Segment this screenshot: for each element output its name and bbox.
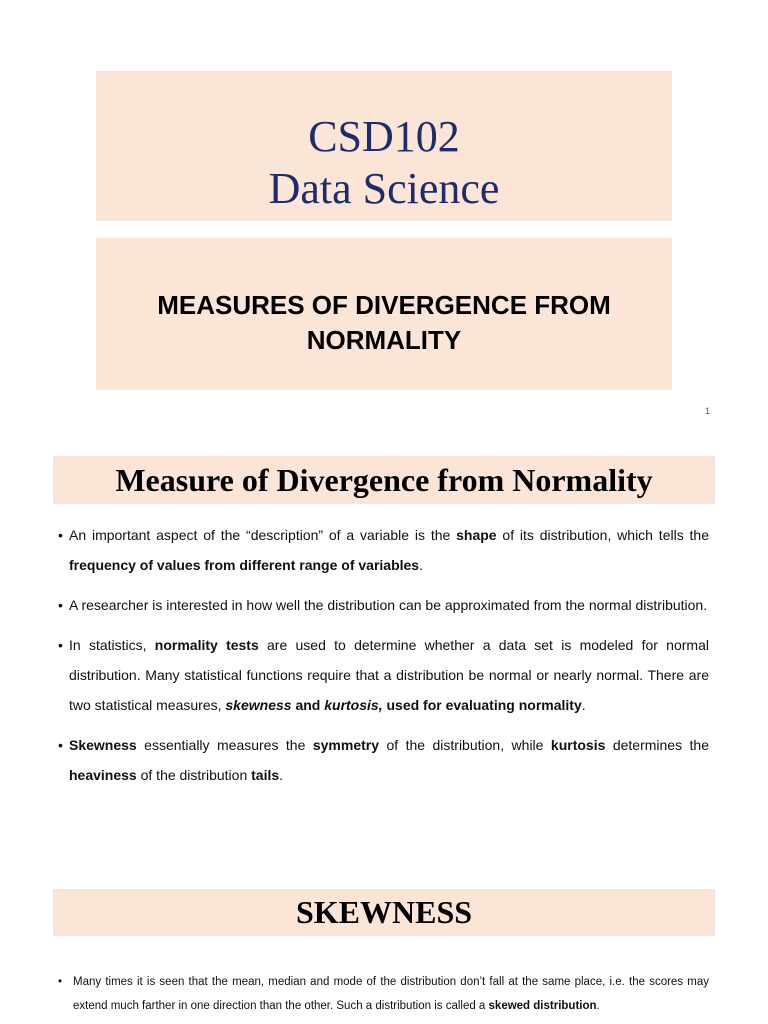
topic-title-line-2: NORMALITY [306,325,462,355]
bullet-list [58,520,709,800]
page-number: 1 [704,406,710,416]
course-code: CSD102 [308,112,460,161]
topic-title-box [96,238,672,390]
topic-title-line-1: MEASURES OF DIVERGENCE FROM [157,290,611,320]
slide-heading: Measure of Divergence from Normality [53,456,715,504]
title-slide [0,0,768,426]
bullet-item: • In statistics, normality tests are used to determine whether a data set is modeled for normal distribution. Many statistical functions require that a distribution be normal or nearly normal. There are two statistical measures, skewness and kurtosis, used for evaluating normality. [58,630,709,720]
skewness-slide [0,872,768,1024]
bullet-item: • Many times it is seen that the mean, median and mode of the distribution don’t fall at the same place, i.e. the scores may extend much farther in one direction than the other. Such a distribution is called a skewed distribution. [58,970,709,1018]
bullet-item: • Skewness essentially measures the symmetry of the distribution, while kurtosis determines the heaviness of the distribution tails. [58,730,709,790]
bullet-list [58,970,709,1018]
divergence-slide [0,430,768,870]
bullet-item: • An important aspect of the “description” of a variable is the shape of its distribution, which tells the frequency of values from different range of variables. [58,520,709,580]
course-name: Data Science [268,164,500,213]
bullet-item: • A researcher is interested in how well the distribution can be approximated from the normal distribution. [58,590,709,620]
course-title-box [96,71,672,221]
slide-heading: SKEWNESS [53,889,715,936]
